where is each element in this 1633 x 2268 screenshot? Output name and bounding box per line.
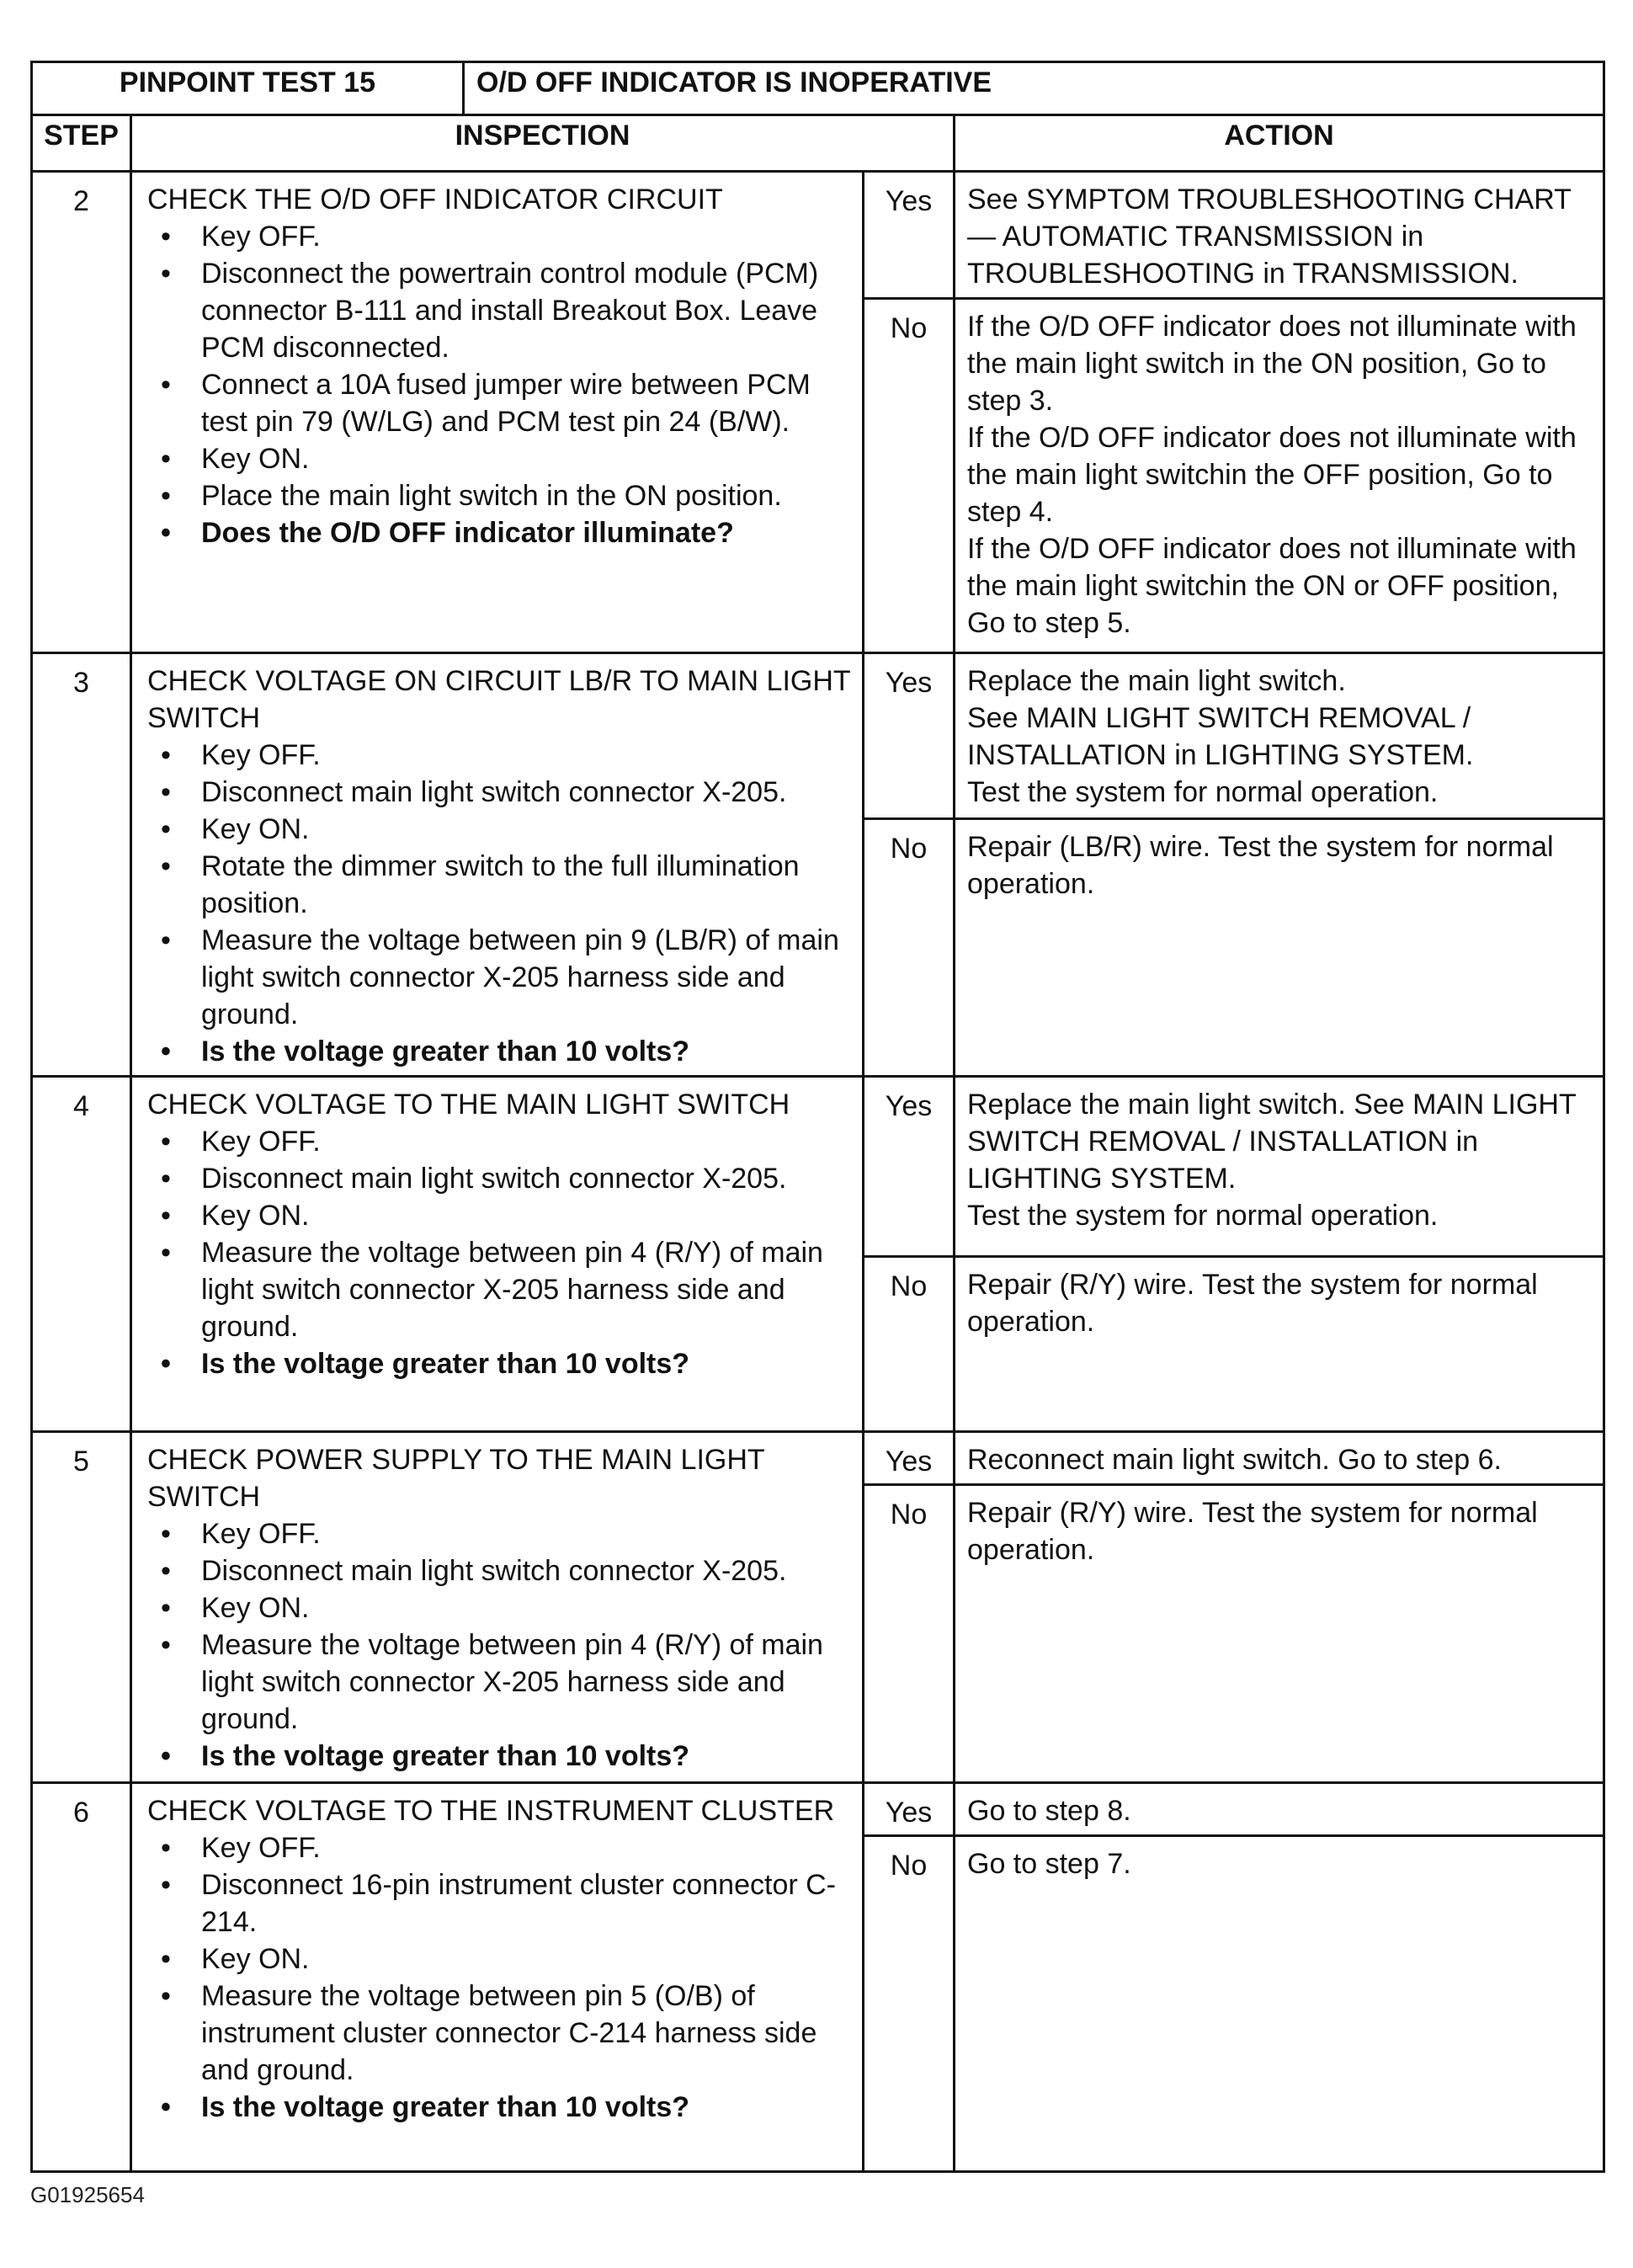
inspection-item: • Measure the voltage between pin 4 (R/Y) of main light switch connector X-205 harness side and ground. [147,1626,852,1738]
inspection-heading: CHECK THE O/D OFF INDICATOR CIRCUIT [147,184,723,216]
action-line: Replace the main light switch. [967,665,1346,697]
inspection-list [147,1123,852,1382]
yes-label: Yes [864,1783,955,1836]
no-label: No [864,1485,955,1783]
action-line: Repair (LB/R) wire. Test the system for normal operation. [967,830,1554,900]
inspection-list [147,1829,852,2126]
step-row [32,1432,1604,1485]
inspection-item: • Key ON. [147,1197,852,1234]
action-line: Repair (R/Y) wire. Test the system for normal operation. [967,1269,1538,1338]
yes-label: Yes [864,1077,955,1257]
inspection-item: • Key OFF. [147,1829,852,1866]
inspection-cell [131,172,864,653]
step-number: 2 [32,172,131,653]
no-label: No [864,299,955,653]
inspection-list [147,1515,852,1775]
image-id: G01925654 [30,2182,145,2207]
yes-action [955,1783,1604,1836]
inspection-item: • Key ON. [147,1941,852,1978]
inspection-item: • Disconnect main light switch connector X-205. [147,1552,852,1589]
step-number: 3 [32,653,131,1077]
inspection-heading: CHECK VOLTAGE TO THE MAIN LIGHT SWITCH [147,1089,790,1121]
no-action [955,1836,1604,2172]
inspection-item: • Disconnect main light switch connector X-205. [147,774,852,811]
yes-action [955,653,1604,819]
action-line: Go to step 7. [967,1848,1131,1880]
inspection-question: • Does the O/D OFF indicator illuminate? [147,514,852,551]
yes-action [955,1077,1604,1257]
inspection-item: • Key OFF. [147,1515,852,1552]
step-row [32,172,1604,299]
inspection-list [147,737,852,1070]
action-line: Test the system for normal operation. [967,1200,1439,1232]
inspection-cell [131,1432,864,1783]
inspection-item: • Key ON. [147,811,852,848]
inspection-item: • Key OFF. [147,1123,852,1160]
inspection-question: • Is the voltage greater than 10 volts? [147,1033,852,1070]
yes-action [955,172,1604,299]
inspection-item: • Disconnect main light switch connector X-205. [147,1160,852,1197]
inspection-item: • Connect a 10A fused jumper wire between PCM test pin 79 (W/LG) and PCM test pin 24 (B/W). [147,366,852,440]
test-label: PINPOINT TEST 15 [32,62,464,115]
inspection-cell [131,1077,864,1432]
no-action [955,299,1604,653]
action-line: If the O/D OFF indicator does not illuminate with the main light switchin the ON or OFF position, Go to step 5. [967,533,1577,639]
step-number: 6 [32,1783,131,2172]
inspection-item: • Disconnect 16-pin instrument cluster connector C-214. [147,1866,852,1941]
inspection-column-header: INSPECTION [131,115,955,172]
action-line: Repair (R/Y) wire. Test the system for normal operation. [967,1497,1538,1566]
no-label: No [864,1836,955,2172]
inspection-heading: CHECK POWER SUPPLY TO THE MAIN LIGHT SWITCH [147,1444,765,1513]
inspection-item: • Key OFF. [147,737,852,774]
action-line: See MAIN LIGHT SWITCH REMOVAL / INSTALLATION in LIGHTING SYSTEM. [967,702,1474,771]
yes-action [955,1432,1604,1485]
action-line: If the O/D OFF indicator does not illuminate with the main light switch in the ON position, Go to step 3. [967,311,1577,417]
no-action [955,1485,1604,1783]
step-number: 4 [32,1077,131,1432]
step-row [32,1077,1604,1257]
inspection-cell [131,653,864,1077]
inspection-item: • Measure the voltage between pin 5 (O/B) of instrument cluster connector C-214 harness side and ground. [147,1978,852,2089]
title-row [32,62,1604,115]
inspection-item: • Key ON. [147,440,852,477]
step-column-header: STEP [32,115,131,172]
action-line: See SYMPTOM TROUBLESHOOTING CHART — AUTOMATIC TRANSMISSION in TROUBLESHOOTING in TRANSMISSION. [967,184,1572,290]
inspection-item: • Measure the voltage between pin 4 (R/Y) of main light switch connector X-205 harness side and ground. [147,1234,852,1345]
yes-label: Yes [864,1432,955,1485]
inspection-item: • Disconnect the powertrain control module (PCM) connector B-111 and install Breakout Box. Leave PCM disconnected. [147,255,852,366]
no-label: No [864,818,955,1076]
action-line: If the O/D OFF indicator does not illuminate with the main light switchin the OFF position, Go to step 4. [967,422,1577,528]
step-row [32,1783,1604,1836]
action-line: Reconnect main light switch. Go to step 6. [967,1444,1502,1476]
no-action [955,818,1604,1076]
inspection-question: • Is the voltage greater than 10 volts? [147,2089,852,2126]
inspection-item: • Key ON. [147,1589,852,1626]
no-label: No [864,1257,955,1432]
inspection-heading: CHECK VOLTAGE ON CIRCUIT LB/R TO MAIN LIGHT SWITCH [147,665,851,734]
inspection-heading: CHECK VOLTAGE TO THE INSTRUMENT CLUSTER [147,1795,835,1827]
action-line: Test the system for normal operation. [967,776,1439,808]
inspection-item: • Key OFF. [147,218,852,255]
inspection-list [147,218,852,551]
inspection-item: • Place the main light switch in the ON position. [147,477,852,514]
inspection-cell [131,1783,864,2172]
action-line: Go to step 8. [967,1795,1131,1827]
column-header-row [32,115,1604,172]
yes-label: Yes [864,172,955,299]
step-number: 5 [32,1432,131,1783]
no-action [955,1257,1604,1432]
action-column-header: ACTION [955,115,1604,172]
inspection-item: • Rotate the dimmer switch to the full illumination position. [147,848,852,922]
inspection-question: • Is the voltage greater than 10 volts? [147,1738,852,1775]
action-line: Replace the main light switch. See MAIN LIGHT SWITCH REMOVAL / INSTALLATION in LIGHTING SYSTEM. [967,1089,1577,1195]
inspection-item: • Measure the voltage between pin 9 (LB/R) of main light switch connector X-205 harness side and ground. [147,922,852,1033]
step-row [32,653,1604,819]
inspection-question: • Is the voltage greater than 10 volts? [147,1345,852,1382]
pinpoint-test-table [30,61,1605,2173]
test-title: O/D OFF INDICATOR IS INOPERATIVE [464,62,1604,115]
yes-label: Yes [864,653,955,819]
